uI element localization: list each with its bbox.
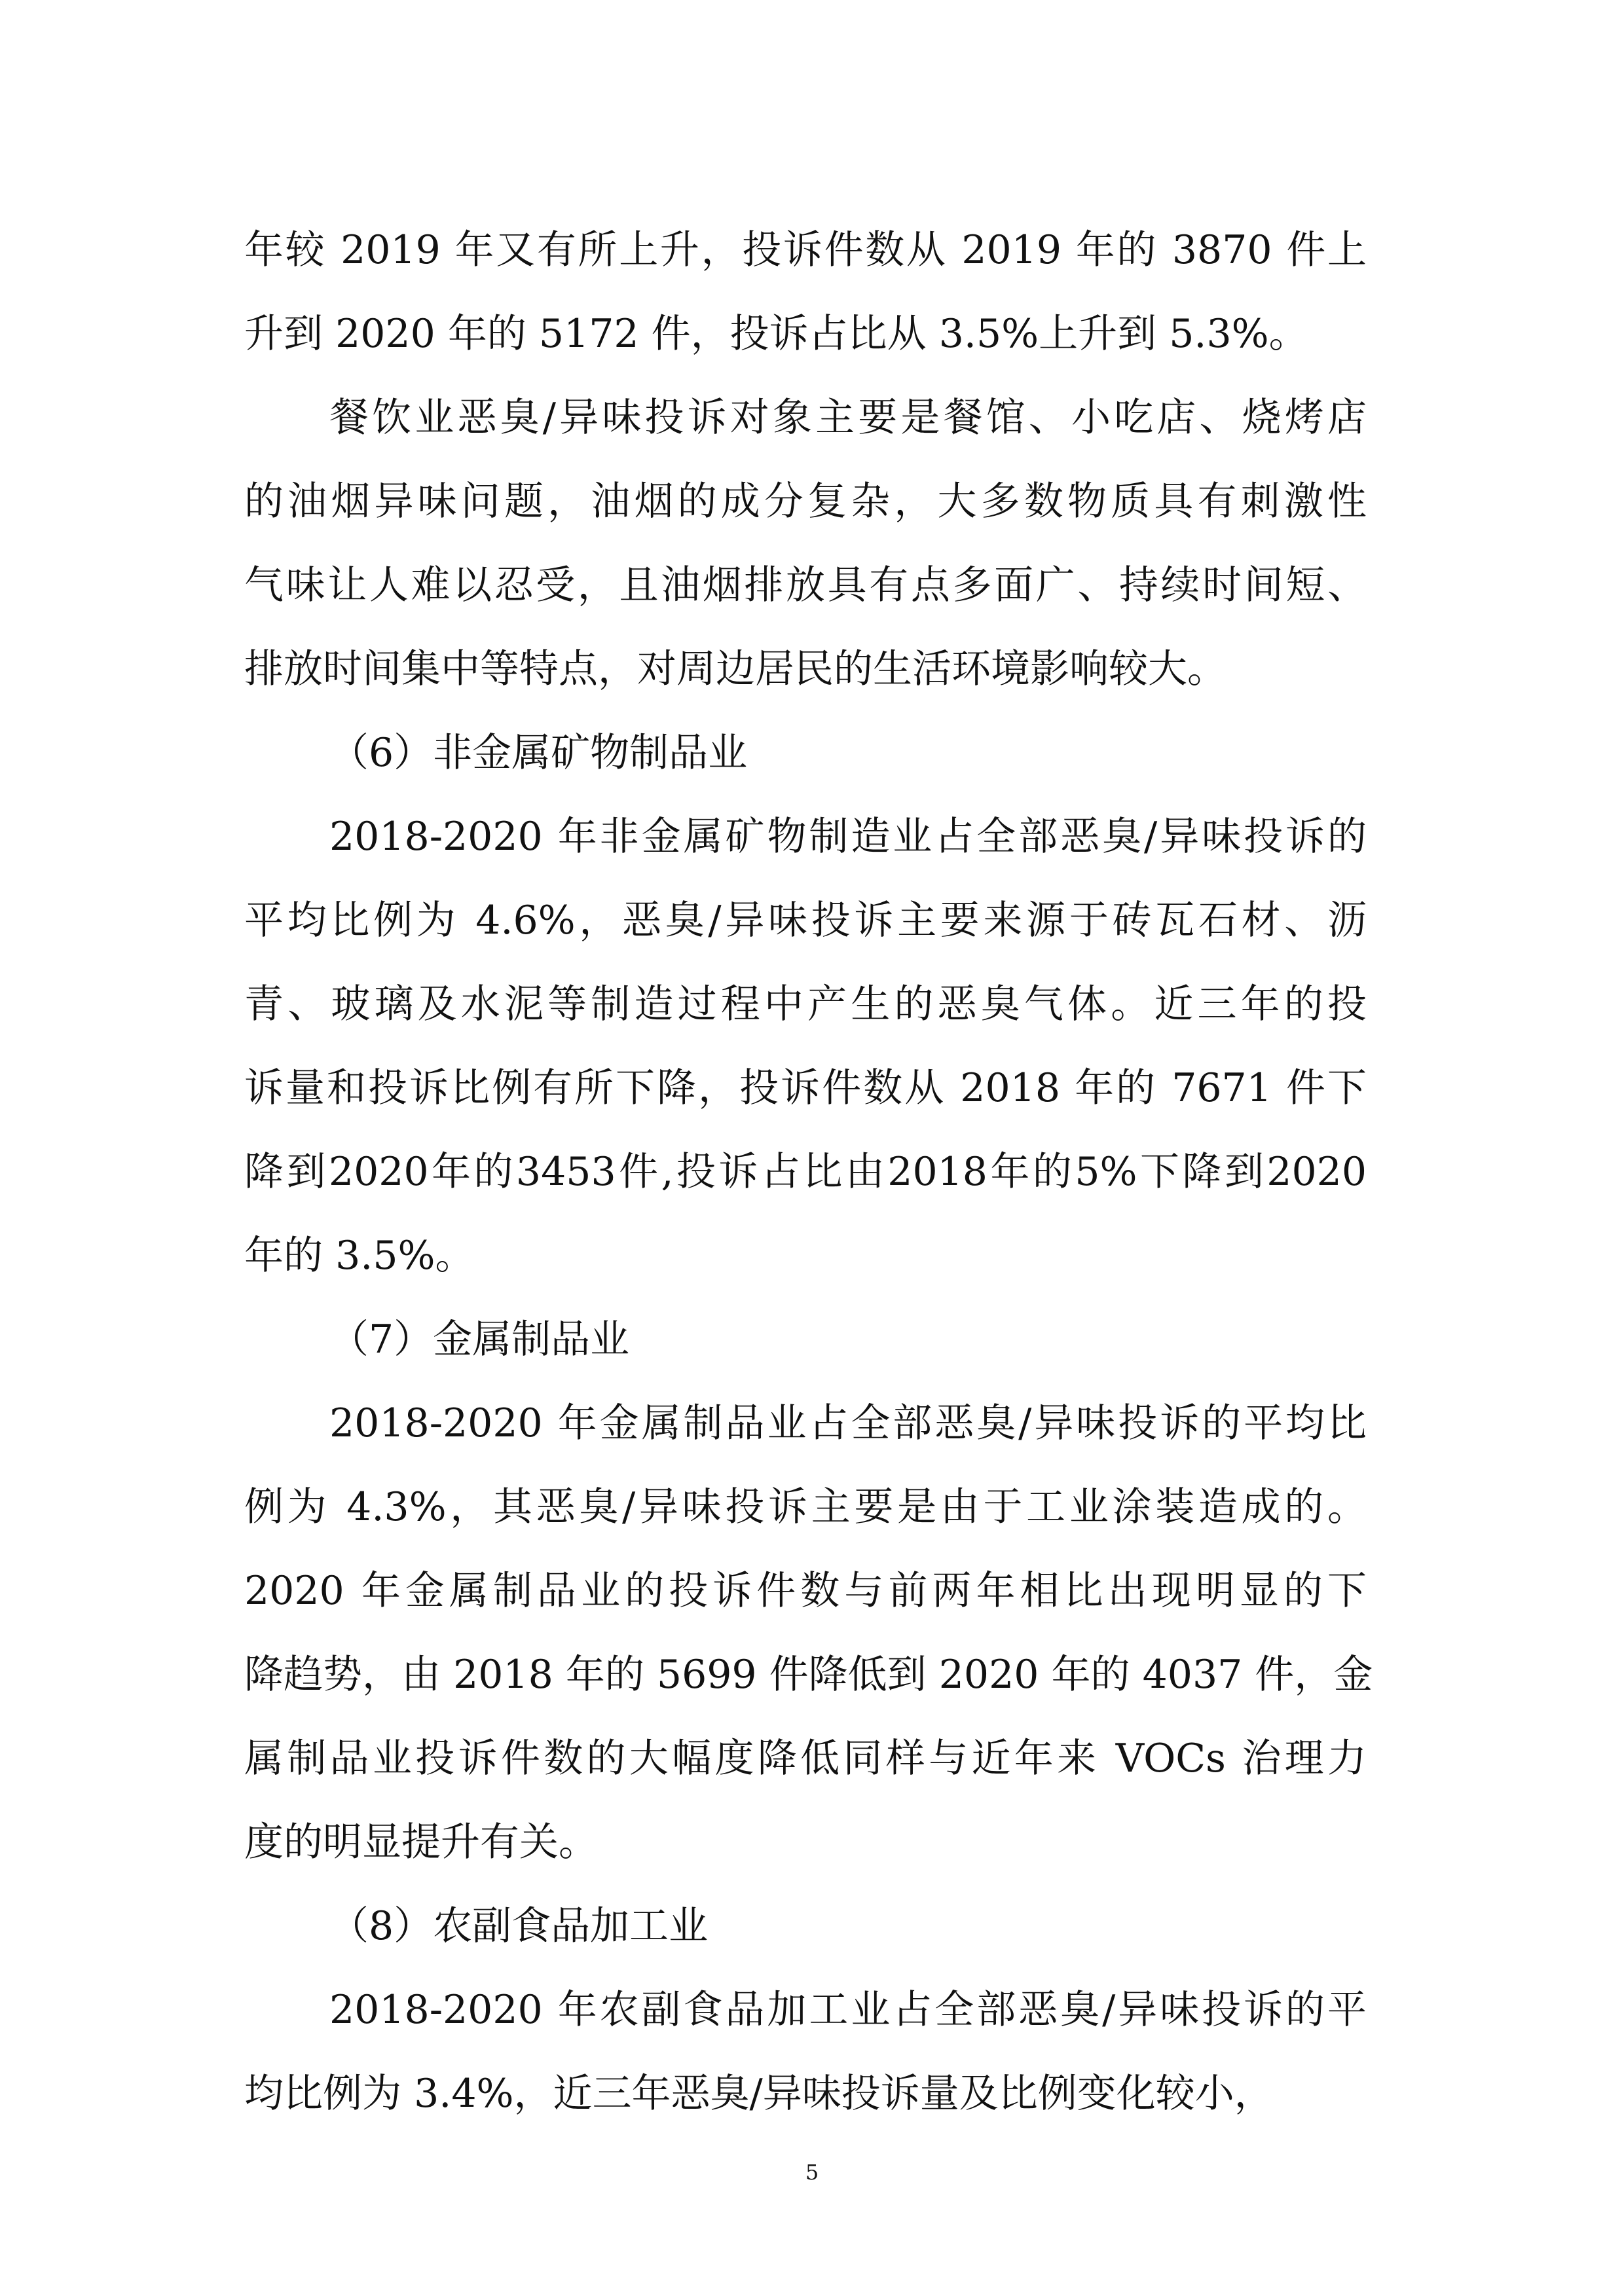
text-line: 餐饮业恶臭/异味投诉对象主要是餐馆、小吃店、烧烤店 xyxy=(329,395,1367,441)
text-line: 排放时间集中等特点，对周边居民的生活环境影响较大。 xyxy=(244,646,1227,692)
text-line: 气味让人难以忍受，且油烟排放具有点多面广、持续时间短、 xyxy=(244,562,1367,608)
text-line: 2020 年金属制品业的投诉件数与前两年相比出现明显的下 xyxy=(244,1568,1367,1614)
text-line: 例为 4.3%，其恶臭/异味投诉主要是由于工业涂装造成的。 xyxy=(244,1484,1367,1530)
text-line: 均比例为 3.4%，近三年恶臭/异味投诉量及比例变化较小， xyxy=(244,2071,1274,2117)
text-line: 的油烟异味问题，油烟的成分复杂，大多数物质具有刺激性 xyxy=(244,479,1367,524)
text-line: 降到2020年的3453件,投诉占比由2018年的5%下降到2020 xyxy=(244,1149,1367,1195)
text-line: 度的明显提升有关。 xyxy=(244,1819,598,1865)
text-line: 2018-2020 年非金属矿物制造业占全部恶臭/异味投诉的 xyxy=(329,814,1367,860)
section-heading: （6）非金属矿物制品业 xyxy=(329,730,748,776)
text-line: 属制品业投诉件数的大幅度降低同样与近年来 VOCs 治理力 xyxy=(244,1736,1367,1781)
text-line: 青、玻璃及水泥等制造过程中产生的恶臭气体。近三年的投 xyxy=(244,981,1367,1027)
text-line: 降趋势，由 2018 年的 5699 件降低到 2020 年的 4037 件，金 xyxy=(244,1652,1373,1698)
text-line: 2018-2020 年农副食品加工业占全部恶臭/异味投诉的平 xyxy=(329,1987,1367,2033)
text-line: 年的 3.5%。 xyxy=(244,1233,475,1279)
page-number: 5 xyxy=(805,2160,819,2185)
text-line: 年较 2019 年又有所上升，投诉件数从 2019 年的 3870 件上 xyxy=(244,227,1367,273)
text-line: 升到 2020 年的 5172 件，投诉占比从 3.5%上升到 5.3%。 xyxy=(244,311,1308,357)
section-heading: （8）农副食品加工业 xyxy=(329,1903,709,1949)
text-line: 平均比例为 4.6%，恶臭/异味投诉主要来源于砖瓦石材、沥 xyxy=(244,898,1367,943)
text-line: 2018-2020 年金属制品业占全部恶臭/异味投诉的平均比 xyxy=(329,1400,1367,1446)
section-heading: （7）金属制品业 xyxy=(329,1317,630,1362)
body-text xyxy=(244,208,1373,2136)
text-line: 诉量和投诉比例有所下降，投诉件数从 2018 年的 7671 件下 xyxy=(244,1065,1367,1111)
